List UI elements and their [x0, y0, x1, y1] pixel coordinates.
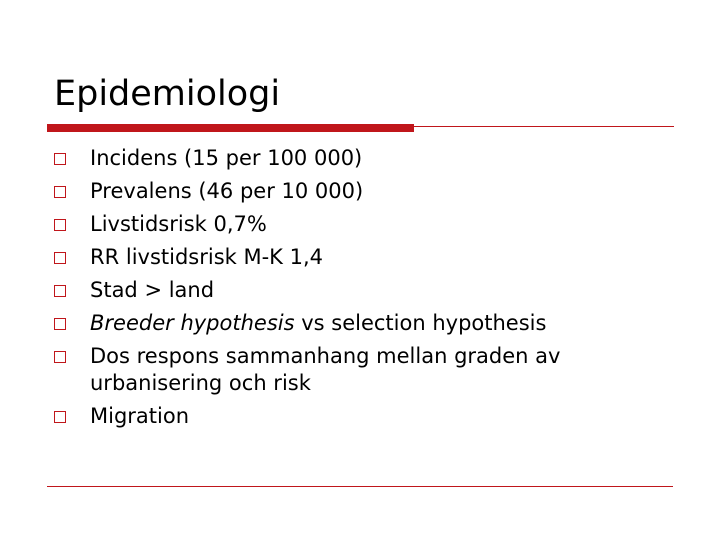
hollow-square-icon — [54, 153, 66, 165]
bullet-text-continuation: urbanisering och risk — [90, 371, 311, 395]
bullet-text: Migration — [90, 404, 190, 428]
hollow-square-icon — [54, 252, 66, 264]
bullet-item — [54, 208, 560, 241]
bullet-text: Dos respons sammanhang mellan graden av — [90, 344, 561, 368]
slide-title: Epidemiologi — [54, 74, 281, 114]
bullet-text: Incidens (15 per 100 000) — [90, 146, 363, 170]
title-underline-thick — [47, 124, 414, 132]
bullet-text: vs selection hypothesis — [294, 311, 547, 335]
bullet-item — [54, 175, 560, 208]
hollow-square-icon — [54, 219, 66, 231]
footer-rule — [47, 486, 673, 487]
bullet-text: Livstidsrisk 0,7% — [90, 212, 267, 236]
bullet-item — [54, 142, 560, 175]
hollow-square-icon — [54, 285, 66, 297]
bullet-item — [54, 274, 560, 307]
bullet-text: Stad > land — [90, 278, 215, 302]
bullet-text: Prevalens (46 per 10 000) — [90, 179, 364, 203]
bullet-list — [54, 142, 560, 433]
bullet-text: RR livstidsrisk M-K 1,4 — [90, 245, 324, 269]
hollow-square-icon — [54, 186, 66, 198]
bullet-item — [54, 400, 560, 433]
bullet-item — [54, 307, 560, 340]
bullet-text-italic: Breeder hypothesis — [90, 311, 295, 335]
hollow-square-icon — [54, 318, 66, 330]
title-underline-thin — [414, 126, 674, 127]
bullet-item — [54, 340, 560, 400]
bullet-item — [54, 241, 560, 274]
hollow-square-icon — [54, 411, 66, 423]
hollow-square-icon — [54, 351, 66, 363]
